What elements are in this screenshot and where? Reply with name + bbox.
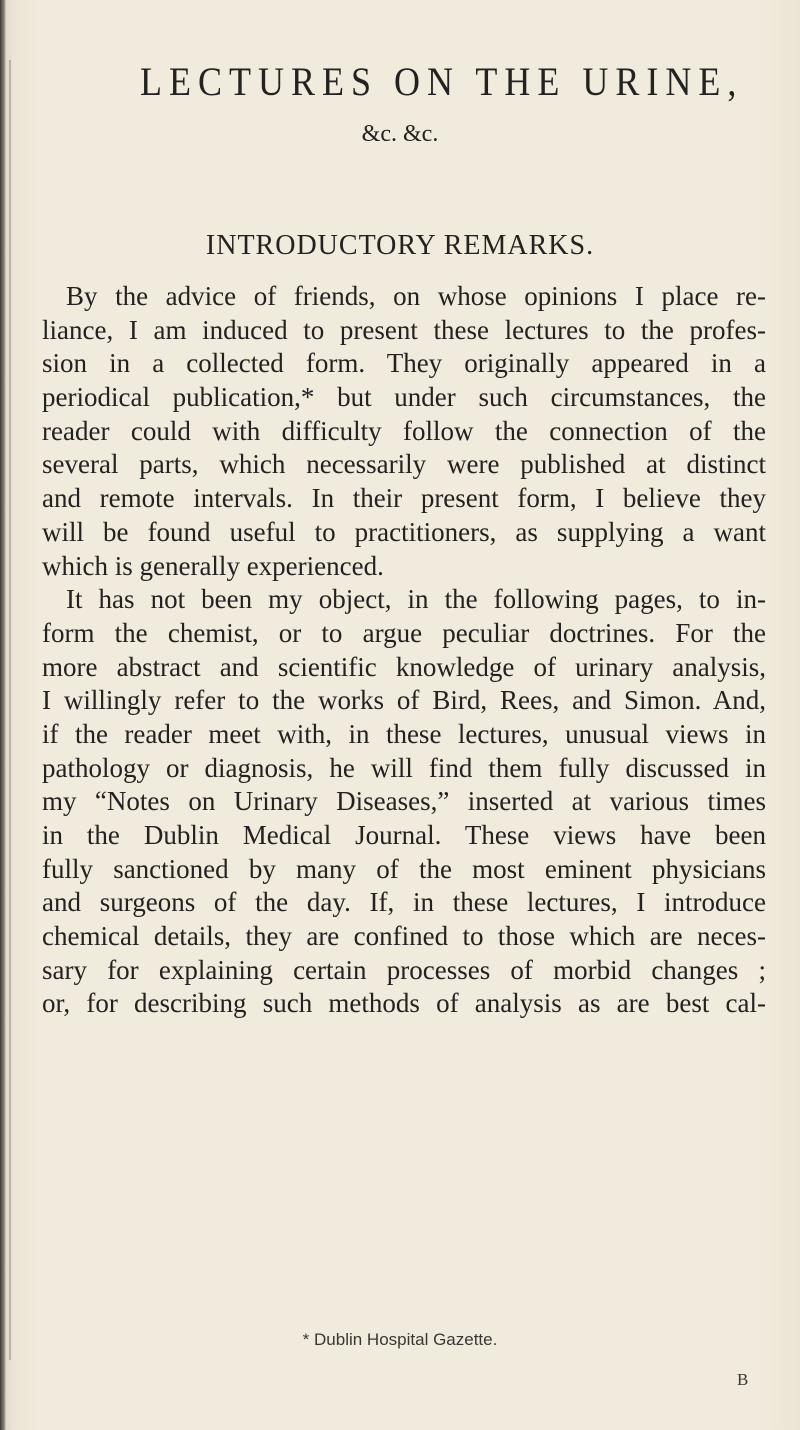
signature-mark: B bbox=[737, 1370, 749, 1389]
text-line: and surgeons of the day. If, in these lectures, I introduce bbox=[42, 887, 766, 918]
text-line: pathology or diagnosis, he will find them fully discussed in bbox=[42, 752, 766, 783]
text-line: chemical details, they are confined to those which are neces- bbox=[42, 921, 766, 952]
text-line: several parts, which necessarily were published at distinct bbox=[42, 449, 766, 480]
text-line: which is generally experienced. bbox=[42, 550, 384, 581]
text-line: more abstract and scientific knowledge of urinary analysis, bbox=[42, 651, 766, 682]
section-heading: INTRODUCTORY REMARKS. bbox=[205, 230, 595, 261]
text-line: form the chemist, or to argue peculiar doctrines. For the bbox=[42, 617, 766, 648]
text-line: my “Notes on Urinary Diseases,” inserted at various times bbox=[42, 786, 766, 817]
page-subtitle: &c. &c. bbox=[361, 121, 439, 147]
footnote: * Dublin Hospital Gazette. bbox=[302, 1330, 498, 1349]
text-line: and remote intervals. In their present form, I believe they bbox=[42, 483, 766, 514]
text-line: liance, I am induced to present these lectures to the profes- bbox=[42, 314, 766, 345]
text-line: sion in a collected form. They originally appeared in a bbox=[42, 348, 766, 379]
text-line: periodical publication,* but under such circumstances, the bbox=[42, 382, 766, 413]
text-line: I willingly refer to the works of Bird, Rees, and Simon. And, bbox=[42, 685, 766, 716]
text-line: It has not been my object, in the following pages, to in- bbox=[66, 584, 766, 615]
text-line: sary for explaining certain processes of morbid changes ; bbox=[42, 954, 766, 985]
text-line: fully sanctioned by many of the most eminent physicians bbox=[42, 853, 766, 884]
text-line: in the Dublin Medical Journal. These views have been bbox=[42, 820, 766, 850]
text-line: By the advice of friends, on whose opinions I place re- bbox=[66, 281, 766, 311]
page-title: LECTURES ON THE URINE, bbox=[140, 59, 744, 104]
text-line: or, for describing such methods of analysis as are best cal- bbox=[42, 988, 766, 1019]
body-text bbox=[42, 280, 766, 1021]
page-binding-edge bbox=[0, 0, 6, 1430]
text-line: will be found useful to practitioners, as supplying a want bbox=[42, 516, 766, 547]
text-line: if the reader meet with, in these lectures, unusual views in bbox=[42, 718, 766, 749]
text-line: reader could with difficulty follow the connection of the bbox=[42, 415, 766, 446]
